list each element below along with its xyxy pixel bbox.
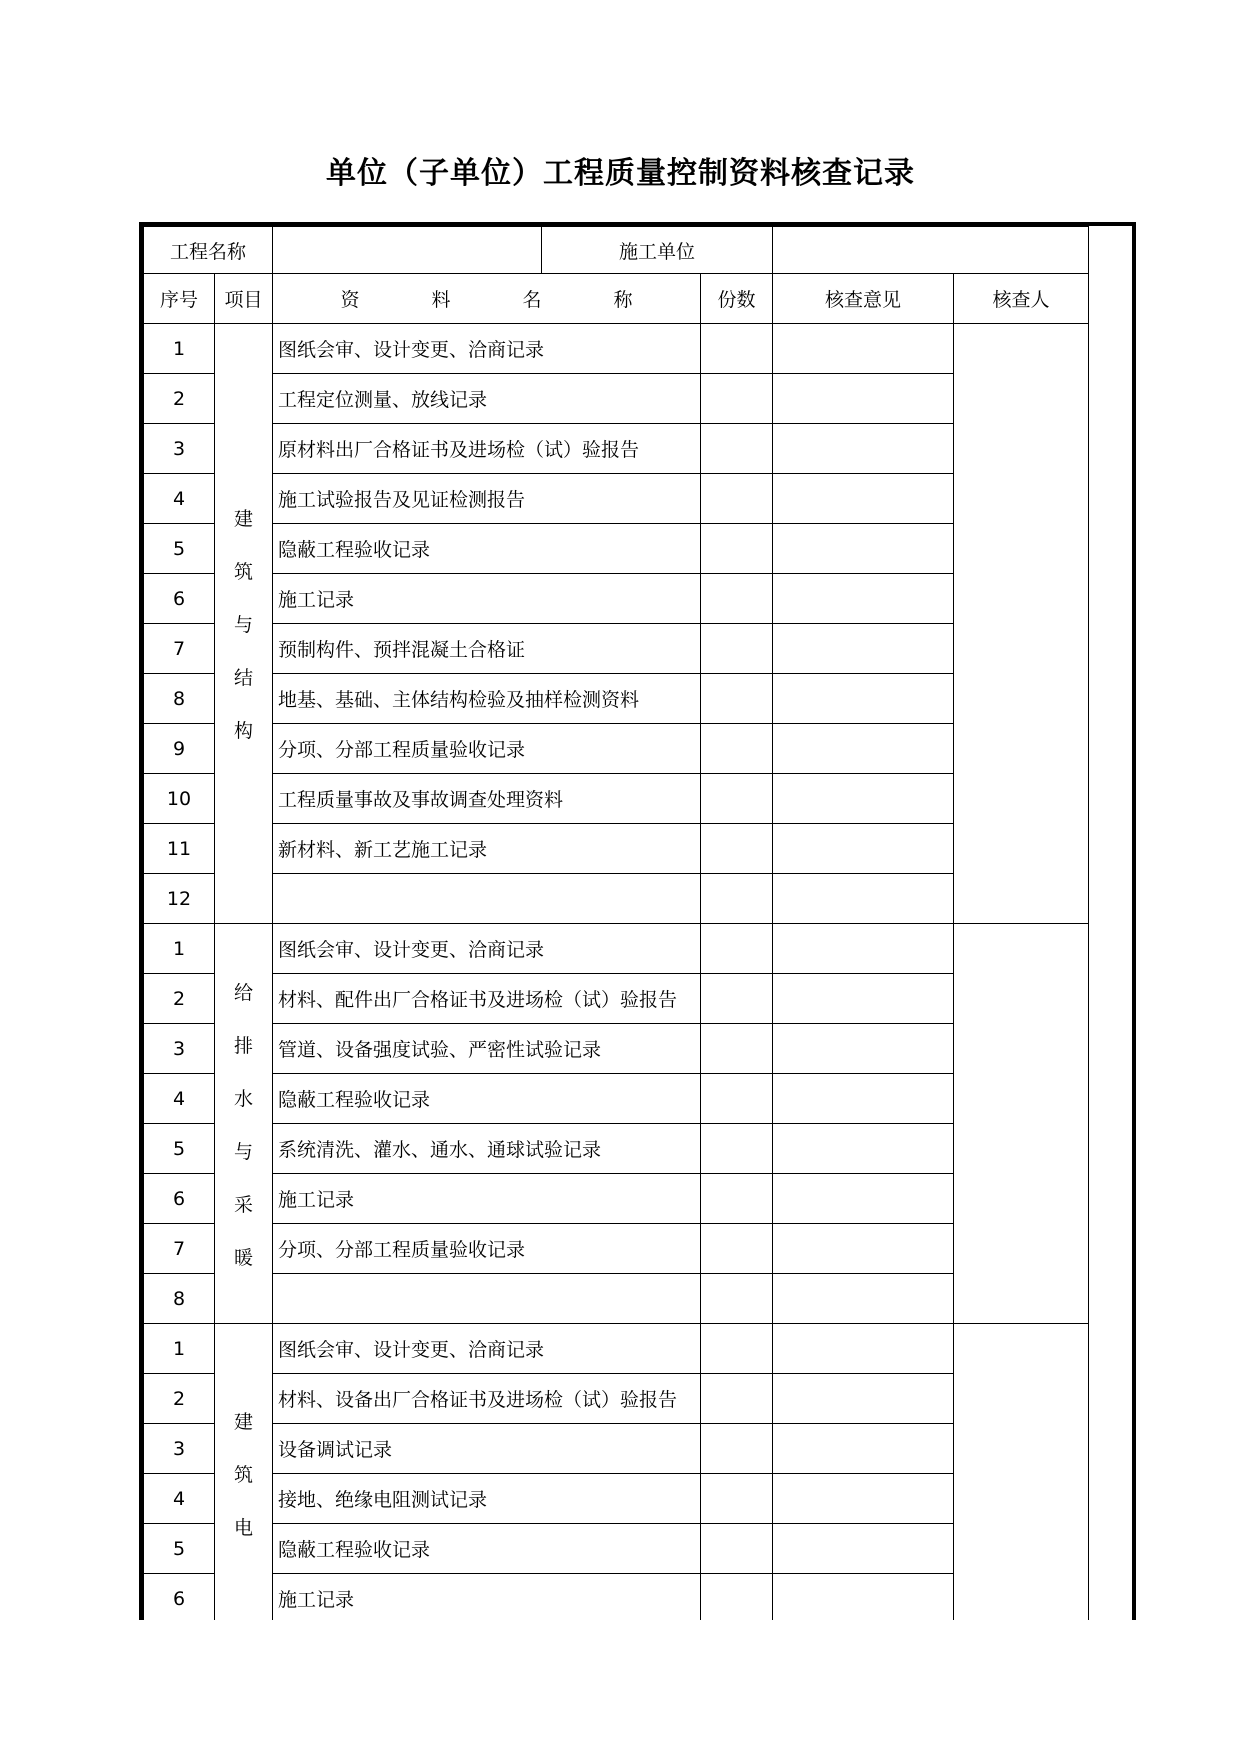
opinion-field[interactable] <box>773 1024 954 1074</box>
group-label-char: 采 <box>233 1193 253 1216</box>
opinion-field[interactable] <box>773 1274 954 1324</box>
table-row <box>144 824 1089 874</box>
row-number: 6 <box>144 574 215 624</box>
copies-field[interactable] <box>701 624 773 674</box>
table-row <box>144 1224 1089 1274</box>
row-number: 8 <box>144 1274 215 1324</box>
table-row <box>144 524 1089 574</box>
document-name: 施工试验报告及见证检测报告 <box>273 474 701 524</box>
col-header-seq: 序号 <box>144 274 215 324</box>
construction-unit-field[interactable] <box>773 227 1089 274</box>
group-label-char: 筑 <box>233 561 253 583</box>
checker-field[interactable] <box>954 924 1089 1324</box>
opinion-field[interactable] <box>773 774 954 824</box>
row-number: 1 <box>144 924 215 974</box>
document-name: 施工记录 <box>273 1174 701 1224</box>
group-label-char: 排 <box>233 1034 253 1057</box>
opinion-field[interactable] <box>773 624 954 674</box>
copies-field[interactable] <box>701 874 773 924</box>
inspection-form <box>139 222 1136 1620</box>
opinion-field[interactable] <box>773 1124 954 1174</box>
checker-field[interactable] <box>954 324 1089 924</box>
opinion-field[interactable] <box>773 1224 954 1274</box>
row-number: 3 <box>144 1424 215 1474</box>
row-number: 1 <box>144 324 215 374</box>
copies-field[interactable] <box>701 1574 773 1621</box>
copies-field[interactable] <box>701 524 773 574</box>
table-row <box>144 1474 1089 1524</box>
row-number: 4 <box>144 1474 215 1524</box>
opinion-field[interactable] <box>773 1424 954 1474</box>
table-row <box>144 1074 1089 1124</box>
document-name: 材料、设备出厂合格证书及进场检（试）验报告 <box>273 1374 701 1424</box>
document-name: 隐蔽工程验收记录 <box>273 524 701 574</box>
table-row <box>144 1524 1089 1574</box>
opinion-field[interactable] <box>773 424 954 474</box>
opinion-field[interactable] <box>773 1574 954 1621</box>
document-name: 隐蔽工程验收记录 <box>273 1074 701 1124</box>
copies-field[interactable] <box>701 1474 773 1524</box>
row-number: 7 <box>144 1224 215 1274</box>
document-name: 新材料、新工艺施工记录 <box>273 824 701 874</box>
group-label-char: 暖 <box>233 1246 253 1269</box>
col-header-checker: 核查人 <box>954 274 1089 324</box>
column-header-row <box>144 274 1089 324</box>
copies-field[interactable] <box>701 574 773 624</box>
table-row <box>144 324 1089 374</box>
copies-field[interactable] <box>701 1374 773 1424</box>
copies-field[interactable] <box>701 1124 773 1174</box>
document-name: 图纸会审、设计变更、洽商记录 <box>273 1324 701 1374</box>
group-label-char: 水 <box>233 1087 253 1110</box>
group-label-char: 建 <box>233 1411 253 1433</box>
document-name: 分项、分部工程质量验收记录 <box>273 1224 701 1274</box>
row-number: 11 <box>144 824 215 874</box>
opinion-field[interactable] <box>773 1474 954 1524</box>
copies-field[interactable] <box>701 1524 773 1574</box>
table-row <box>144 774 1089 824</box>
table-row <box>144 1174 1089 1224</box>
document-name: 工程质量事故及事故调查处理资料 <box>273 774 701 824</box>
group-label-char: 给 <box>233 981 253 1004</box>
table-row <box>144 924 1089 974</box>
document-name: 系统清洗、灌水、通水、通球试验记录 <box>273 1124 701 1174</box>
copies-field[interactable] <box>701 774 773 824</box>
table-row <box>144 1324 1089 1374</box>
row-number: 4 <box>144 1074 215 1124</box>
document-name: 地基、基础、主体结构检验及抽样检测资料 <box>273 674 701 724</box>
document-name: 材料、配件出厂合格证书及进场检（试）验报告 <box>273 974 701 1024</box>
group-label <box>215 1324 273 1621</box>
row-number: 6 <box>144 1574 215 1621</box>
table-row <box>144 624 1089 674</box>
copies-field[interactable] <box>701 474 773 524</box>
copies-field[interactable] <box>701 674 773 724</box>
row-number: 7 <box>144 624 215 674</box>
group-label-char: 构 <box>233 720 253 742</box>
table-row <box>144 1374 1089 1424</box>
opinion-field[interactable] <box>773 474 954 524</box>
copies-field[interactable] <box>701 1074 773 1124</box>
group-label-char: 电 <box>233 1517 253 1539</box>
opinion-field[interactable] <box>773 824 954 874</box>
table-row <box>144 1424 1089 1474</box>
project-name-field[interactable] <box>273 227 542 274</box>
document-name: 图纸会审、设计变更、洽商记录 <box>273 324 701 374</box>
row-number: 10 <box>144 774 215 824</box>
table-row <box>144 1574 1089 1621</box>
row-number: 3 <box>144 424 215 474</box>
row-number: 2 <box>144 1374 215 1424</box>
col-header-doc-name: 资 料 名 称 <box>273 274 701 324</box>
row-number: 3 <box>144 1024 215 1074</box>
row-number: 2 <box>144 974 215 1024</box>
group-label-char: 与 <box>233 614 253 636</box>
copies-field[interactable] <box>701 974 773 1024</box>
opinion-field[interactable] <box>773 574 954 624</box>
table-row <box>144 1024 1089 1074</box>
document-name: 隐蔽工程验收记录 <box>273 1524 701 1574</box>
header-row-project <box>144 227 1089 274</box>
checker-field[interactable] <box>954 1324 1089 1621</box>
table-row <box>144 1124 1089 1174</box>
copies-field[interactable] <box>701 374 773 424</box>
group-label <box>215 324 273 924</box>
col-header-opinion: 核查意见 <box>773 274 954 324</box>
table-row <box>144 424 1089 474</box>
document-name <box>273 1274 701 1324</box>
opinion-field[interactable] <box>773 724 954 774</box>
inspection-table <box>143 226 1089 1620</box>
document-name: 图纸会审、设计变更、洽商记录 <box>273 924 701 974</box>
row-number: 1 <box>144 1324 215 1374</box>
opinion-field[interactable] <box>773 374 954 424</box>
row-number: 5 <box>144 1124 215 1174</box>
row-number: 5 <box>144 524 215 574</box>
group-label-char: 与 <box>233 1140 253 1163</box>
table-row <box>144 374 1089 424</box>
group-label-char: 结 <box>233 667 253 689</box>
row-number: 2 <box>144 374 215 424</box>
opinion-field[interactable] <box>773 924 954 974</box>
opinion-field[interactable] <box>773 324 954 374</box>
row-number: 12 <box>144 874 215 924</box>
copies-field[interactable] <box>701 1174 773 1224</box>
group-label <box>215 924 273 1324</box>
document-name <box>273 874 701 924</box>
group-label-char: 筑 <box>233 1464 253 1486</box>
document-name: 工程定位测量、放线记录 <box>273 374 701 424</box>
copies-field[interactable] <box>701 924 773 974</box>
construction-unit-label: 施工单位 <box>542 227 773 274</box>
opinion-field[interactable] <box>773 1324 954 1374</box>
copies-field[interactable] <box>701 724 773 774</box>
col-header-item: 项目 <box>215 274 273 324</box>
row-number: 5 <box>144 1524 215 1574</box>
col-header-copies: 份数 <box>701 274 773 324</box>
document-name: 分项、分部工程质量验收记录 <box>273 724 701 774</box>
document-name: 施工记录 <box>273 574 701 624</box>
row-number: 6 <box>144 1174 215 1224</box>
document-name: 接地、绝缘电阻测试记录 <box>273 1474 701 1524</box>
row-number: 4 <box>144 474 215 524</box>
opinion-field[interactable] <box>773 674 954 724</box>
document-name: 原材料出厂合格证书及进场检（试）验报告 <box>273 424 701 474</box>
opinion-field[interactable] <box>773 974 954 1024</box>
document-name: 预制构件、预拌混凝土合格证 <box>273 624 701 674</box>
row-number: 8 <box>144 674 215 724</box>
table-row <box>144 674 1089 724</box>
project-name-label: 工程名称 <box>144 227 273 274</box>
table-row <box>144 1274 1089 1324</box>
opinion-field[interactable] <box>773 874 954 924</box>
copies-field[interactable] <box>701 1274 773 1324</box>
opinion-field[interactable] <box>773 1374 954 1424</box>
table-row <box>144 724 1089 774</box>
copies-field[interactable] <box>701 1424 773 1474</box>
opinion-field[interactable] <box>773 1074 954 1124</box>
copies-field[interactable] <box>701 1224 773 1274</box>
document-name: 施工记录 <box>273 1574 701 1621</box>
table-row <box>144 474 1089 524</box>
page-title: 单位（子单位）工程质量控制资料核查记录 <box>326 156 915 191</box>
document-name: 设备调试记录 <box>273 1424 701 1474</box>
copies-field[interactable] <box>701 324 773 374</box>
table-row <box>144 874 1089 924</box>
opinion-field[interactable] <box>773 1524 954 1574</box>
document-name: 管道、设备强度试验、严密性试验记录 <box>273 1024 701 1074</box>
copies-field[interactable] <box>701 1324 773 1374</box>
group-label-char: 建 <box>233 508 253 530</box>
table-row <box>144 574 1089 624</box>
copies-field[interactable] <box>701 1024 773 1074</box>
table-row <box>144 974 1089 1024</box>
copies-field[interactable] <box>701 824 773 874</box>
opinion-field[interactable] <box>773 524 954 574</box>
row-number: 9 <box>144 724 215 774</box>
opinion-field[interactable] <box>773 1174 954 1224</box>
copies-field[interactable] <box>701 424 773 474</box>
